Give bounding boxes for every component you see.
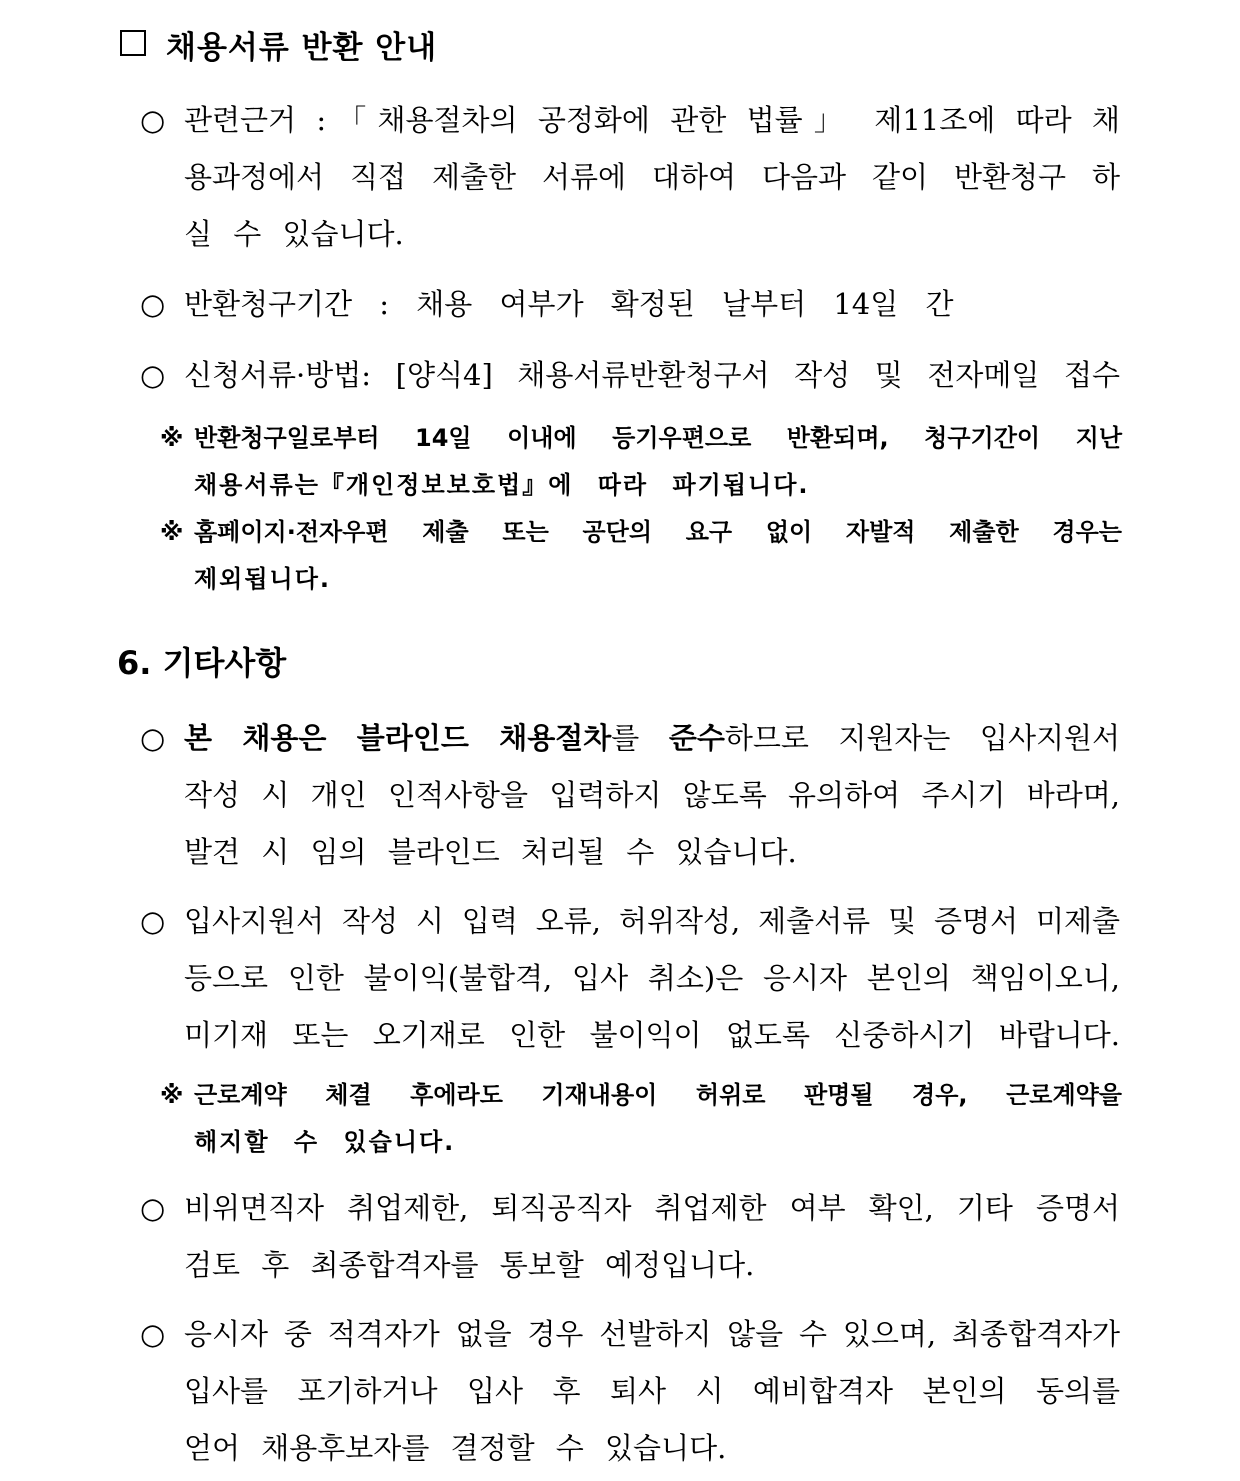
text-line: 응시자 중 적격자가 없을 경우 선발하지 않을 수 있으며, 최종합격자가 (184, 1317, 1120, 1351)
text-line: 실 수 있습니다. (184, 217, 404, 251)
reference-mark-icon: ※ (160, 518, 184, 546)
text-span: 를 (611, 721, 669, 755)
bullet-no-qualified (140, 1306, 1120, 1477)
bold-text: 본 채용은 블라인드 채용절차 (184, 721, 612, 755)
bullet-application-errors (140, 893, 1120, 1064)
text-line: 제외됩니다. (194, 565, 332, 593)
text-line: 반환청구기간 : 채용 여부가 확정된 날부터 14일 간 (184, 287, 954, 321)
reference-mark-icon: ※ (160, 1081, 184, 1109)
section-heading-misc: 6. 기타사항 (117, 644, 287, 682)
text-line: 해지할 수 있습니다. (194, 1128, 456, 1156)
circle-bullet-icon: ○ (140, 1317, 166, 1351)
text-line: 홈페이지·전자우편 제출 또는 공단의 요구 없이 자발적 제출한 경우는 (194, 518, 1122, 546)
text-line: 반환청구일로부터 14일 이내에 등기우편으로 반환되며, 청구기간이 지난 (194, 424, 1122, 452)
circle-bullet-icon: ○ (140, 1191, 166, 1225)
checkbox-square-icon (120, 30, 146, 56)
note-return-mail (160, 415, 1122, 509)
text-line: 신청서류·방법: [양식4] 채용서류반환청구서 작성 및 전자메일 접수 (184, 358, 1120, 392)
text-line: 용과정에서 직접 제출한 서류에 대하여 다음과 같이 반환청구 하 (184, 160, 1120, 194)
text-line: 발견 시 임의 블라인드 처리될 수 있습니다. (184, 835, 797, 869)
text-line: 비위면직자 취업제한, 퇴직공직자 취업제한 여부 확인, 기타 증명서 (184, 1191, 1120, 1225)
text-line: 등으로 인한 불이익(불합격, 입사 취소)은 응시자 본인의 책임이오니, (184, 961, 1120, 995)
reference-mark-icon: ※ (160, 424, 184, 452)
text-span: 하므로 지원자는 입사지원서 (724, 721, 1121, 755)
circle-bullet-icon: ○ (140, 287, 166, 321)
text-line (184, 710, 1120, 767)
text-line: 미기재 또는 오기재로 인한 불이익이 없도록 신중하시기 바랍니다. (184, 1018, 1120, 1052)
text-line: 얻어 채용후보자를 결정할 수 있습니다. (184, 1431, 727, 1465)
text-line: 관련근거 :「채용절차의 공정화에 관한 법률」 제11조에 따라 채 (184, 103, 1120, 137)
bullet-return-period (140, 276, 1120, 333)
section-heading-return (120, 22, 437, 67)
bullet-blind-hiring (140, 710, 1120, 881)
bullet-legal-basis (140, 92, 1120, 263)
text-line: 입사를 포기하거나 입사 후 퇴사 시 예비합격자 본인의 동의를 (184, 1374, 1120, 1408)
text-line: 검토 후 최종합격자를 통보할 예정입니다. (184, 1248, 755, 1282)
text-line: 근로계약 체결 후에라도 기재내용이 허위로 판명될 경우, 근로계약을 (194, 1081, 1122, 1109)
text-line: 작성 시 개인 인적사항을 입력하지 않도록 유의하여 주시기 바라며, (184, 778, 1120, 812)
circle-bullet-icon: ○ (140, 103, 166, 137)
section-title: 채용서류 반환 안내 (166, 30, 438, 66)
bold-text: 준수 (668, 721, 725, 755)
text-line: 채용서류는『개인정보보호법』에 따라 파기됩니다. (194, 471, 810, 499)
text-line: 입사지원서 작성 시 입력 오류, 허위작성, 제출서류 및 증명서 미제출 (184, 904, 1120, 938)
note-exclusion (160, 509, 1122, 603)
bullet-application-method (140, 347, 1120, 404)
circle-bullet-icon: ○ (140, 358, 166, 392)
bullet-employment-check (140, 1180, 1120, 1294)
circle-bullet-icon: ○ (140, 721, 166, 755)
note-contract-termination (160, 1072, 1122, 1166)
circle-bullet-icon: ○ (140, 904, 166, 938)
